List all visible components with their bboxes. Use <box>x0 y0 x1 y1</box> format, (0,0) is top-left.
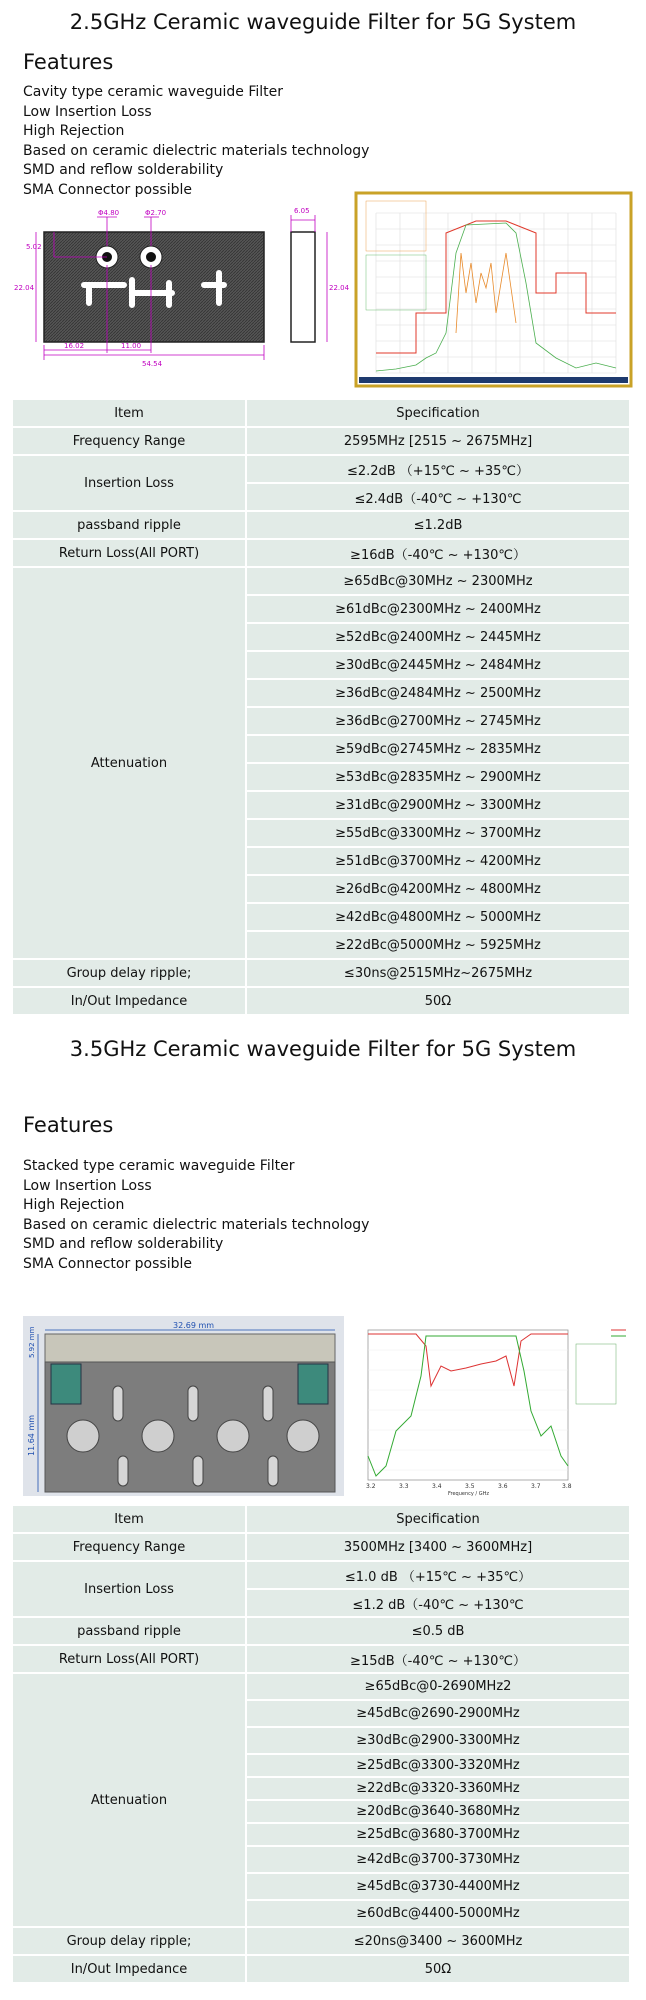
feature-item: Stacked type ceramic waveguide Filter <box>23 1158 295 1174</box>
row-spec: ≤0.5 dB <box>246 1617 630 1645</box>
row-item: In/Out Impedance <box>12 1955 246 1983</box>
feature-item: Based on ceramic dielectric materials technology <box>23 1216 370 1233</box>
table-row <box>12 1955 630 1983</box>
row-item: Return Loss(All PORT) <box>12 1645 246 1673</box>
row-spec: ≥25dBc@3680-3700MHz <box>246 1823 630 1846</box>
section2-title: 3.5GHz Ceramic waveguide Filter for 5G System <box>69 1037 577 1061</box>
table-row <box>12 1561 630 1589</box>
row-spec: ≥36dBc@2484MHz ~ 2500MHz <box>246 679 630 707</box>
row-spec: 2595MHz [2515 ~ 2675MHz] <box>246 427 630 455</box>
table-row <box>12 959 630 987</box>
row-spec: 50Ω <box>246 987 630 1015</box>
row-spec: ≤20ns@3400 ~ 3600MHz <box>246 1927 630 1955</box>
row-spec: ≥26dBc@4200MHz ~ 4800MHz <box>246 875 630 903</box>
x-tick-label: 3.5 <box>465 1483 475 1490</box>
model-dim-label: 32.69 mm <box>173 1321 215 1330</box>
feature-item: SMA Connector possible <box>23 181 192 198</box>
table-row <box>12 1533 630 1561</box>
dim-label: Φ4.80 <box>98 209 120 217</box>
row-spec: ≥65dBc@30MHz ~ 2300MHz <box>246 567 630 595</box>
header-specification: Specification <box>246 1505 630 1533</box>
dim-label: 54.54 <box>142 360 163 368</box>
row-spec: ≤1.0 dB （+15℃ ~ +35℃） <box>246 1561 630 1589</box>
row-spec: ≤2.4dB（-40℃ ~ +130℃ <box>246 483 630 511</box>
row-item: Return Loss(All PORT) <box>12 539 246 567</box>
table-row <box>12 511 630 539</box>
row-item: In/Out Impedance <box>12 987 246 1015</box>
dim-label: 6.05 <box>294 207 310 215</box>
x-tick-label: 3.3 <box>399 1483 409 1490</box>
row-spec: ≥59dBc@2745MHz ~ 2835MHz <box>246 735 630 763</box>
row-item: Frequency Range <box>12 427 246 455</box>
row-item: Attenuation <box>12 567 246 959</box>
feature-item: Cavity type ceramic waveguide Filter <box>23 84 283 100</box>
feature-item: SMD and reflow solderability <box>23 1236 224 1253</box>
row-spec: ≤1.2 dB（-40℃ ~ +130℃ <box>246 1589 630 1617</box>
row-spec: ≥45dBc@3730-4400MHz <box>246 1873 630 1900</box>
dim-label: 22.04 <box>14 284 35 292</box>
x-axis-label: Frequency / GHz <box>448 1491 489 1497</box>
dim-label: 22.04 <box>329 284 350 292</box>
model-top-layer <box>45 1334 335 1362</box>
section1-features-heading: Features <box>23 50 114 74</box>
row-item: Insertion Loss <box>12 455 246 511</box>
table-row <box>12 427 630 455</box>
row-spec: ≥25dBc@3300-3320MHz <box>246 1754 630 1777</box>
x-tick-label: 3.8 <box>562 1483 572 1490</box>
table-row <box>12 987 630 1015</box>
connector-pad <box>298 1364 328 1404</box>
header-item: Item <box>12 1505 246 1533</box>
feature-item: SMD and reflow solderability <box>23 162 224 179</box>
row-item: Frequency Range <box>12 1533 246 1561</box>
x-tick-label: 3.4 <box>432 1483 442 1490</box>
row-spec: ≥30dBc@2445MHz ~ 2484MHz <box>246 651 630 679</box>
row-spec: ≤30ns@2515MHz~2675MHz <box>246 959 630 987</box>
row-spec: ≥22dBc@3320-3360MHz <box>246 1777 630 1800</box>
filter-dimension-drawing <box>14 205 350 380</box>
row-spec: ≥31dBc@2900MHz ~ 3300MHz <box>246 791 630 819</box>
x-tick-label: 3.6 <box>498 1483 508 1490</box>
row-spec: ≥52dBc@2400MHz ~ 2445MHz <box>246 623 630 651</box>
network-analyzer-screenshot <box>356 193 631 386</box>
row-spec: ≥20dBc@3640-3680MHz <box>246 1800 630 1823</box>
row-spec: ≥45dBc@2690-2900MHz <box>246 1700 630 1727</box>
model-dim-label: 11.64 mm <box>27 1414 36 1456</box>
section1-features-list <box>23 83 369 201</box>
dim-label: 16.02 <box>64 342 85 350</box>
connector-pad <box>51 1364 81 1404</box>
row-spec: ≥60dBc@4400-5000MHz <box>246 1900 630 1927</box>
model-dim-label: 5.92 mm <box>28 1326 36 1358</box>
row-item: Group delay ripple; <box>12 1927 246 1955</box>
section1-title: 2.5GHz Ceramic waveguide Filter for 5G System <box>69 10 577 34</box>
table-header-row <box>12 1505 630 1533</box>
row-spec: ≤2.2dB （+15℃ ~ +35℃） <box>246 455 630 483</box>
s-parameter-plot <box>356 1316 631 1496</box>
table-row <box>12 1927 630 1955</box>
row-spec: ≥42dBc@3700-3730MHz <box>246 1846 630 1873</box>
table-row <box>12 1673 630 1700</box>
spec-table-3-5ghz <box>11 1504 631 1984</box>
filter-3d-model-image <box>23 1316 344 1496</box>
row-spec: ≥51dBc@3700MHz ~ 4200MHz <box>246 847 630 875</box>
row-spec: 3500MHz [3400 ~ 3600MHz] <box>246 1533 630 1561</box>
row-spec: ≥53dBc@2835MHz ~ 2900MHz <box>246 763 630 791</box>
port-pin <box>146 252 156 262</box>
filter-side-view <box>291 232 315 342</box>
table-row <box>12 539 630 567</box>
dim-label: 11.00 <box>121 342 142 350</box>
row-item: Attenuation <box>12 1673 246 1927</box>
row-spec: ≥15dB（-40℃ ~ +130℃） <box>246 1645 630 1673</box>
section2-features-list <box>23 1157 369 1275</box>
row-spec: ≥61dBc@2300MHz ~ 2400MHz <box>246 595 630 623</box>
feature-item: Based on ceramic dielectric materials technology <box>23 142 370 159</box>
dim-label: Φ2.70 <box>145 209 167 217</box>
spec-table-2-5ghz <box>11 398 631 1016</box>
table-row <box>12 567 630 595</box>
row-spec: ≥36dBc@2700MHz ~ 2745MHz <box>246 707 630 735</box>
feature-item: High Rejection <box>23 1197 125 1214</box>
feature-item: Low Insertion Loss <box>23 1177 152 1194</box>
row-item: Insertion Loss <box>12 1561 246 1617</box>
row-spec: ≥55dBc@3300MHz ~ 3700MHz <box>246 819 630 847</box>
table-row <box>12 1617 630 1645</box>
row-item: passband ripple <box>12 511 246 539</box>
row-item: Group delay ripple; <box>12 959 246 987</box>
row-spec: ≥22dBc@5000MHz ~ 5925MHz <box>246 931 630 959</box>
feature-item: SMA Connector possible <box>23 1255 192 1272</box>
header-item: Item <box>12 399 246 427</box>
x-tick-label: 3.7 <box>531 1483 541 1490</box>
dim-label: 5.02 <box>26 243 42 251</box>
row-spec: 50Ω <box>246 1955 630 1983</box>
feature-item: Low Insertion Loss <box>23 103 152 120</box>
row-spec: ≥65dBc@0-2690MHz2 <box>246 1673 630 1700</box>
row-spec: ≥16dB（-40℃ ~ +130℃） <box>246 539 630 567</box>
x-tick-label: 3.2 <box>366 1483 376 1490</box>
row-spec: ≥30dBc@2900-3300MHz <box>246 1727 630 1754</box>
row-spec: ≤1.2dB <box>246 511 630 539</box>
row-item: passband ripple <box>12 1617 246 1645</box>
table-header-row <box>12 399 630 427</box>
feature-item: High Rejection <box>23 123 125 140</box>
header-specification: Specification <box>246 399 630 427</box>
table-row <box>12 455 630 483</box>
row-spec: ≥42dBc@4800MHz ~ 5000MHz <box>246 903 630 931</box>
table-row <box>12 1645 630 1673</box>
section2-features-heading: Features <box>23 1113 114 1137</box>
